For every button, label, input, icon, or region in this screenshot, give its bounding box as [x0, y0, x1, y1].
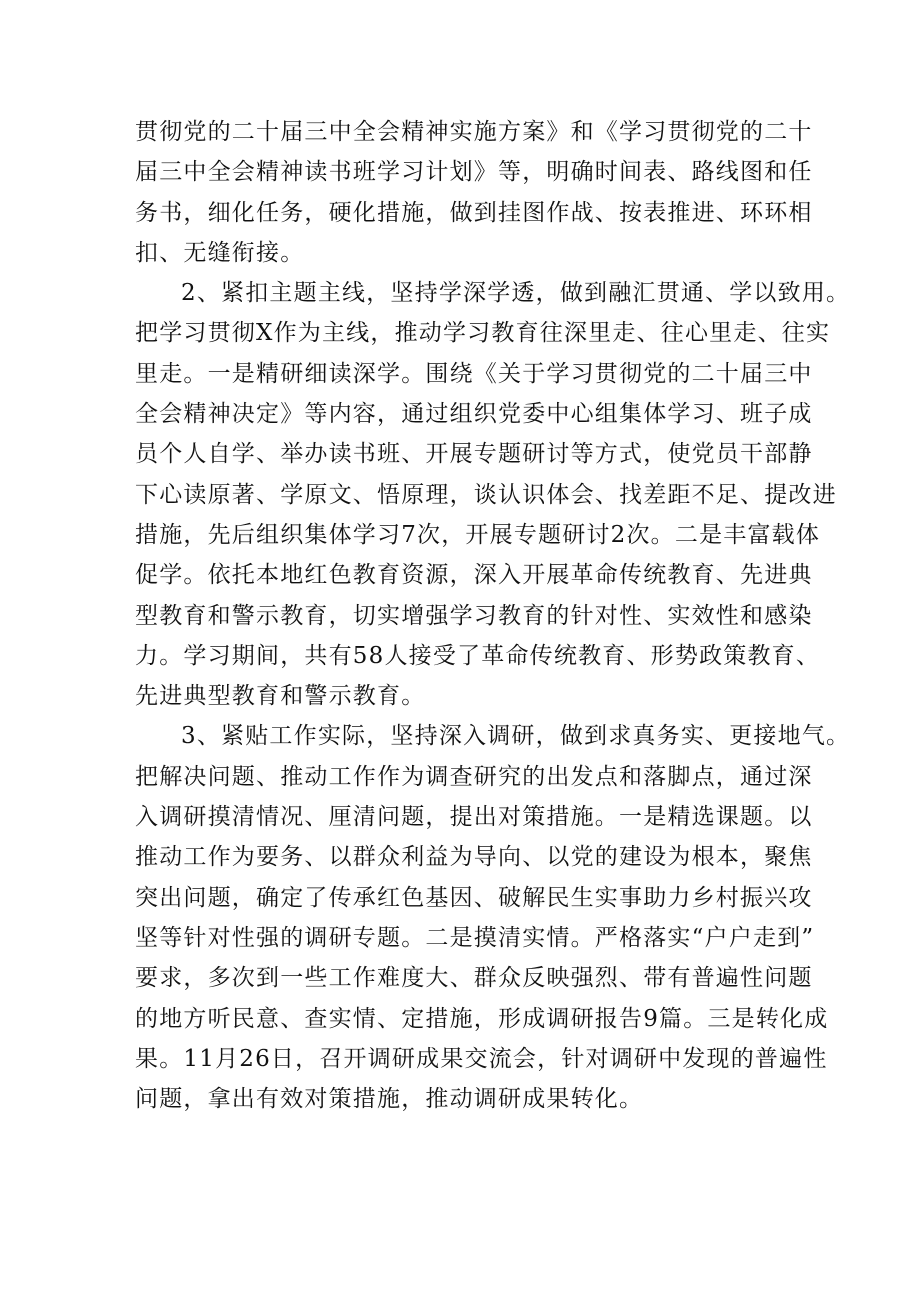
document-body [135, 112, 851, 1119]
text-line: 务书，细化任务，硬化措施，做到挂图作战、按表推进、环环相 [135, 199, 813, 226]
text-line: 下心读原著、学原文、悟原理，谈认识体会、找差距不足、提改进 [135, 481, 837, 508]
text-line: 型教育和警示教育，切实增强学习教育的针对性、实效性和感染 [135, 602, 813, 629]
text-line: 把学习贯彻X作为主线，推动学习教育往深里走、往心里走、往实 [135, 320, 831, 347]
text-line: 果。11月26日，召开调研成果交流会，针对调研中发现的普遍性 [135, 1045, 828, 1072]
text-line: 推动工作为要务、以群众利益为导向、以党的建设为根本，聚焦 [135, 844, 813, 871]
text-line: 促学。依托本地红色教育资源，深入开展革命传统教育、先进典 [135, 562, 813, 589]
paragraph-2-study [135, 273, 851, 716]
paragraph-3-research [135, 716, 851, 1119]
text-line: 把解决问题、推动工作作为调查研究的出发点和落脚点，通过深 [135, 763, 813, 790]
text-line: 要求，多次到一些工作难度大、群众反映强烈、带有普遍性问题 [135, 965, 813, 992]
paragraph-heading-line: 2、紧扣主题主线，坚持学深学透，做到融汇贯通、学以致用。 [181, 280, 851, 307]
text-line: 问题，拿出有效对策措施，推动调研成果转化。 [135, 1086, 644, 1113]
text-line: 全会精神决定》等内容，通过组织党委中心组集体学习、班子成 [135, 401, 813, 428]
text-line: 入调研摸清情况、厘清问题，提出对策措施。一是精选课题。以 [135, 804, 813, 831]
text-line: 力。学习期间，共有58人接受了革命传统教育、形势政策教育、 [135, 642, 821, 669]
text-line: 扣、无缝衔接。 [135, 239, 305, 266]
text-line: 的地方听民意、查实情、定措施，形成调研报告9篇。三是转化成 [135, 1005, 829, 1032]
text-line: 先进典型教育和警示教育。 [135, 683, 426, 710]
text-line: 里走。一是精研细读深学。围绕《关于学习贯彻党的二十届三中 [135, 360, 813, 387]
text-line: 坚等针对性强的调研专题。二是摸清实情。严格落实“户户走到” [135, 924, 815, 951]
text-line: 员个人自学、举办读书班、开展专题研讨等方式，使党员干部静 [135, 441, 813, 468]
text-line: 贯彻党的二十届三中全会精神实施方案》和《学习贯彻党的二十 [135, 119, 813, 145]
text-line: 突出问题，确定了传承红色基因、破解民生实事助力乡村振兴攻 [135, 884, 813, 911]
text-line: 措施，先后组织集体学习7次，开展专题研讨2次。二是丰富载体 [135, 521, 821, 548]
paragraph-heading-line: 3、紧贴工作实际，坚持深入调研，做到求真务实、更接地气。 [181, 723, 851, 750]
paragraph-continuation [135, 112, 813, 273]
text-line: 届三中全会精神读书班学习计划》等，明确时间表、路线图和任 [135, 159, 813, 186]
